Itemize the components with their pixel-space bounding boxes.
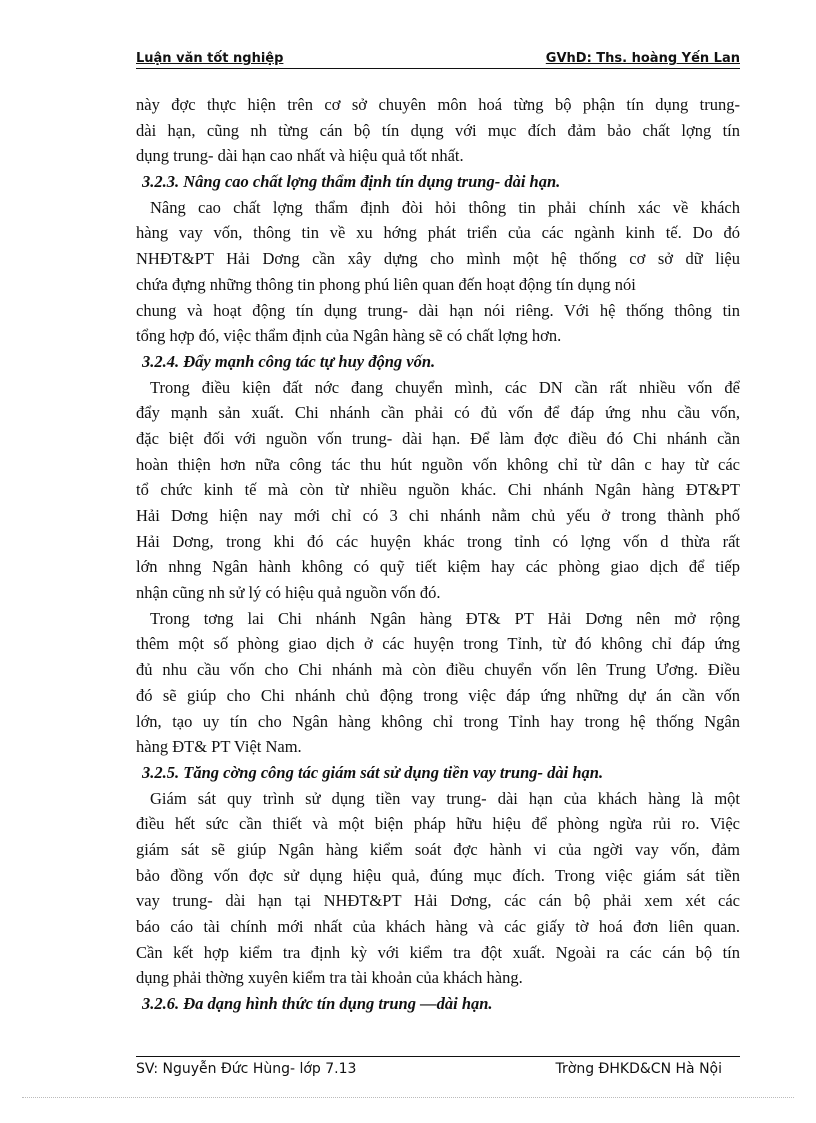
paragraph-line: vay trung- dài hạn tại NHĐT&PT Hải Dơng, các cán bộ phải xem xét các: [136, 891, 740, 911]
section-heading: 3.2.5. Tăng cờng công tác giám sát sử dụng tiền vay trung- dài hạn.: [142, 762, 604, 782]
section-heading: 3.2.3. Nâng cao chất lợng thẩm định tín dụng trung- dài hạn.: [142, 172, 561, 192]
page-footer: [136, 1061, 740, 1081]
header-supervisor: GVhD: Ths. hoàng Yến Lan: [545, 51, 740, 66]
paragraph-line: Hải Dơng hiện nay mới chỉ có 3 chi nhánh nằm chủ yếu ở trong thành phố: [136, 506, 740, 525]
paragraph-line: này đợc thực hiện trên cơ sở chuyên môn hoá từng bộ phận tín dụng trung-: [136, 95, 740, 114]
paragraph-line: Hải Dơng, trong khi đó các huyện khác trong tỉnh có lợng vốn d thừa rất: [136, 531, 740, 551]
section-heading: 3.2.6. Đa dạng hình thức tín dụng trung —dài hạn.: [142, 994, 493, 1014]
paragraph-line: điều hết sức cần thiết và một biện pháp hữu hiệu để phòng ngừa rủi ro. Việc: [136, 814, 740, 834]
paragraph-line: tổng hợp đó, việc thẩm định của Ngân hàng sẽ có chất lợng hơn.: [136, 326, 562, 346]
paragraph-line: đẩy mạnh sản xuất. Chi nhánh cần phải có đủ vốn để đáp ứng nhu cầu vốn,: [136, 403, 740, 423]
paragraph-line: đó sẽ giúp cho Chi nhánh chủ động trong việc đáp ứng những dự án cần vốn: [136, 685, 740, 705]
section-heading: 3.2.4. Đẩy mạnh công tác tự huy động vốn.: [142, 351, 436, 371]
paragraph-line: Trong điều kiện đất nớc đang chuyển mình, các DN cần rất nhiều vốn để: [150, 377, 740, 397]
paragraph-line: chứa đựng những thông tin phong phú liên quan đến hoạt động tín dụng nói: [136, 274, 636, 294]
paragraph-line: dài hạn, cũng nh từng cán bộ tín dụng với mục đích đảm bảo chất lợng tín: [136, 120, 740, 140]
paragraph-line: Trong tơng lai Chi nhánh Ngân hàng ĐT& PT Hải Dơng nên mở rộng: [150, 608, 740, 628]
paragraph-line: đủ nhu cầu vốn cho Chi nhánh mà còn điều chuyển vốn lên Trung Ương. Điều: [136, 660, 740, 680]
paragraph-line: Giám sát quy trình sử dụng tiền vay trung- dài hạn của khách hàng là một: [150, 788, 740, 808]
page-header: [136, 48, 740, 69]
paragraph-line: hàng vay vốn, thông tin về xu hớng phát triển của các ngành kinh tế. Do đó: [136, 223, 740, 243]
paragraph-line: Cần kết hợp kiểm tra định kỳ với kiểm tra đột xuất. Ngoài ra các cán bộ tín: [136, 942, 740, 962]
page-edge: [22, 1097, 794, 1098]
paragraph-line: đặc biệt đối với nguồn vốn trung- dài hạn. Để làm đợc điều đó Chi nhánh cần: [136, 428, 740, 448]
paragraph-line: bảo đồng vốn đợc sử dụng hiệu quả, đúng mục đích. Trong việc giám sát tiền: [136, 865, 740, 885]
paragraph-line: dụng trung- dài hạn cao nhất và hiệu quả tốt nhất.: [136, 146, 464, 166]
paragraph-line: thêm một số phòng giao dịch ở các huyện trong Tỉnh, từ đó không chỉ đáp ứng: [136, 634, 740, 654]
paragraph-line: dụng phải thờng xuyên kiểm tra tài khoản của khách hàng.: [136, 968, 523, 988]
footer-student: SV: Nguyễn Đức Hùng- lớp 7.13: [136, 1061, 357, 1077]
paragraph-line: lớn nhng Ngân hành không có quỹ tiết kiệm hay các phòng giao dịch để tiếp: [136, 557, 740, 577]
paragraph-line: lớn, tạo uy tín cho Ngân hàng không chỉ trong Tỉnh hay trong hệ thống Ngân: [136, 711, 740, 731]
paragraph-line: giám sát sẽ giúp Ngân hàng kiểm soát đợc hành vi của ngời vay vốn, đảm: [136, 839, 740, 859]
paragraph-line: hoàn thiện hơn nữa công tác thu hút nguồn vốn không chỉ từ dân c hay từ các: [136, 454, 740, 474]
paragraph-line: chung và hoạt động tín dụng trung- dài hạn nói riêng. Với hệ thống thông tin: [136, 300, 740, 320]
header-thesis-title: Luận văn tốt nghiệp: [136, 51, 284, 66]
footer-divider: [136, 1056, 740, 1057]
paragraph-line: hàng ĐT& PT Việt Nam.: [136, 737, 302, 757]
paragraph-line: báo cáo tài chính mới nhất của khách hàng và các giấy tờ hoá đơn liên quan.: [136, 917, 740, 936]
paragraph-line: nhận cũng nh sử lý có hiệu quả nguồn vốn đó.: [136, 583, 441, 603]
paragraph-line: Nâng cao chất lợng thẩm định đòi hỏi thông tin phải chính xác về khách: [150, 197, 740, 217]
paragraph-line: NHĐT&PT Hải Dơng cần xây dựng cho mình một hệ thống cơ sở dữ liệu: [136, 249, 740, 269]
footer-university: Trờng ĐHKD&CN Hà Nội: [555, 1061, 722, 1077]
document-body: [136, 92, 740, 1017]
paragraph-line: tổ chức kinh tế mà còn từ nhiều nguồn khác. Chi nhánh Ngân hàng ĐT&PT: [136, 480, 740, 500]
